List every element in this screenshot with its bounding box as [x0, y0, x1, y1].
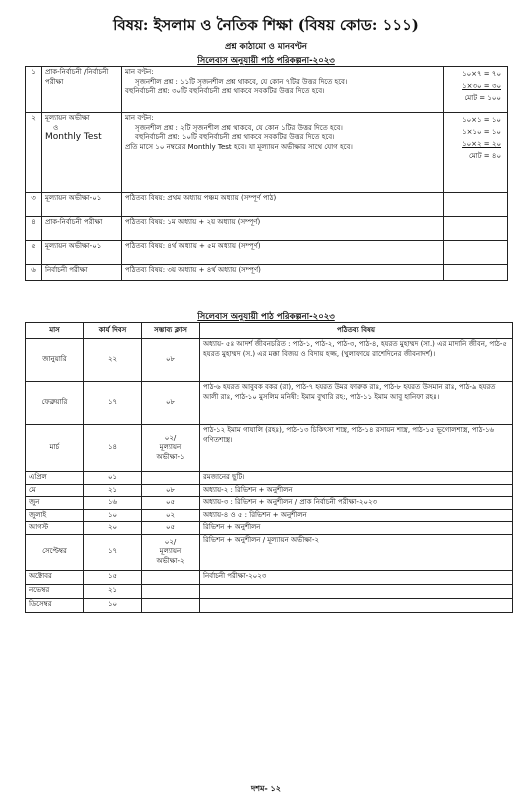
month-cell: জুলাই: [26, 509, 84, 522]
plan-row: [26, 570, 513, 584]
row-number: ১: [26, 67, 42, 113]
plan-row: [26, 472, 513, 485]
classes-cell: ০৫: [142, 522, 200, 535]
days-cell: ১০: [84, 598, 142, 612]
topic-cell: পাঠ-১২ ইমাম গাযালি (রহঃ), পাঠ-১৩ চিকিৎসা শাস্ত্র, পাঠ-১৪ রসায়ন শাস্ত্র, পাঠ-১৫ ভূগোলশাস্ত্র, পাঠ-১৬ গণিতশাস্ত্র।: [200, 425, 513, 472]
month-cell: মে: [26, 484, 84, 497]
assessment-name-latin: Monthly Test: [45, 132, 102, 142]
month-cell: আগস্ট: [26, 522, 84, 535]
assessment-name-bn: মূল্যায়ন অভীক্ষা: [45, 114, 90, 122]
classes-cell: [142, 584, 200, 598]
classes-cell: ০৫: [142, 497, 200, 510]
assessment-row: [26, 113, 508, 193]
assessment-row: [26, 265, 508, 281]
classes-cell: ০৮: [142, 382, 200, 425]
header-classes: সম্ভাব্য ক্লাস: [142, 323, 200, 339]
topic-cell: অধ্যায়-৩ : রিভিশন + অনুশীলন / প্রাক নির্বাচনী পরীক্ষা-২০২৩: [200, 497, 513, 510]
marks-cell: [444, 67, 508, 113]
monthly-test-line: প্রতি মাসে ১০ নম্বরের Monthly Test হবে। যা মূল্যায়ন অভীক্ষার সাথে যোগ হবে।: [125, 142, 353, 151]
classes-cell: ০২: [142, 509, 200, 522]
classes-count: ০২/: [164, 537, 177, 546]
header-topic: পঠিতব্য বিষয়: [200, 323, 513, 339]
mcq-line: বহুনির্বাচনী প্রশ্ন: ৩০টি বহুনির্বাচনী প্রশ্ন থাকবে সবকটির উত্তর দিতে হবে।: [125, 87, 325, 95]
creative-question-line: সৃজনশীল প্রশ্ন : ১১টি সৃজনশীল প্রশ্ন থাকবে, যে কোন ৭টির উত্তর দিতে হবে।: [135, 77, 348, 86]
month-cell: সেপ্টেম্বর: [26, 534, 84, 570]
assessment-name-and: ও: [53, 123, 59, 132]
assessment-name: [42, 113, 122, 193]
days-cell: ২১: [84, 584, 142, 598]
month-cell: নভেম্বর: [26, 584, 84, 598]
document-subtitle: প্রশ্ন কাঠামো ও মানবণ্টন: [225, 42, 307, 52]
classes-cell: [142, 570, 200, 584]
empty-cell: [444, 241, 508, 265]
assessment-name: প্রাক-নির্বাচনী পরীক্ষা: [42, 217, 122, 241]
mcq-line: বহুনির্বাচনী প্রশ্ন: ১০টি বহুনির্বাচনী প্রশ্ন থাকবে সবকটির উত্তর দিতে হবে।: [135, 133, 335, 141]
classes-cell: [142, 425, 200, 472]
classes-cell: ০৮: [142, 484, 200, 497]
marks-line: ১০×১ = ১০: [462, 116, 501, 124]
plan-row: [26, 584, 513, 598]
month-cell: মার্চ: [26, 425, 84, 472]
assessment-name: মূল্যায়ন অভীক্ষা-০১: [42, 193, 122, 217]
classes-count: ০২/: [164, 433, 177, 442]
marks-line: ১০×২ = ২০: [462, 140, 501, 148]
days-cell: ২১: [84, 484, 142, 497]
classes-assessment: মূল্যায়ন অভীক্ষা-২: [156, 547, 185, 565]
plan-row: [26, 534, 513, 570]
classes-assessment: মূল্যায়ন অভীক্ষা-১: [156, 443, 185, 461]
month-cell: এপ্রিল: [26, 472, 84, 485]
header-month: মাস: [26, 323, 84, 339]
classes-cell: [142, 472, 200, 485]
marks-line: ১×৩০ = ৩০: [462, 82, 501, 90]
topic-cell: [200, 598, 513, 612]
topic-cell: [200, 584, 513, 598]
classes-cell: [142, 598, 200, 612]
days-cell: ০১: [84, 472, 142, 485]
page-number: দশম- ১২: [251, 784, 281, 793]
days-cell: ১৫: [84, 570, 142, 584]
plan-row: [26, 425, 513, 472]
empty-cell: [444, 217, 508, 241]
mark-distribution: [122, 113, 444, 193]
assessment-table-caption: সিলেবাস অনুযায়ী পাঠ পরিকল্পনা-২০২৩: [197, 56, 335, 66]
plan-table-caption: সিলেবাস অনুযায়ী পাঠ পরিকল্পনা-২০২৩: [197, 312, 335, 322]
marks-total: মোট = ৪০: [469, 152, 501, 160]
lesson-plan-table: [25, 322, 513, 613]
month-cell: জানুয়ারি: [26, 339, 84, 382]
distribution-heading: মান বণ্টন:: [125, 68, 154, 76]
topic-cell: রিভিশন + অনুশীলন: [200, 522, 513, 535]
assessment-table: [25, 66, 508, 281]
assessment-name: নির্বাচনী পরীক্ষা: [42, 265, 122, 281]
plan-row: [26, 382, 513, 425]
classes-cell: [142, 534, 200, 570]
marks-line: ১×১০ = ১০: [462, 128, 501, 136]
marks-line: ১০×৭ = ৭০: [462, 70, 501, 78]
days-cell: ১৬: [84, 497, 142, 510]
assessment-name: প্রাক-নির্বাচনী /নির্বাচনী পরীক্ষা: [42, 67, 122, 113]
row-number: ৩: [26, 193, 42, 217]
marks-total: মোট = ১০০: [464, 94, 501, 102]
row-number: ৬: [26, 265, 42, 281]
empty-cell: [444, 265, 508, 281]
days-cell: ১০: [84, 509, 142, 522]
month-cell: ডিসেম্বর: [26, 598, 84, 612]
assessment-row: [26, 67, 508, 113]
topic-cell: অধ্যায়-৪ ও ৫ : রিভিশন + অনুশীলন: [200, 509, 513, 522]
assessment-row: [26, 193, 508, 217]
syllabus-text: পঠিতব্য বিষয়: ৩য় অধ্যায় + ৪র্থ অধ্যায় (সম্পূর্ণ): [122, 265, 444, 281]
plan-row: [26, 509, 513, 522]
syllabus-text: পঠিতব্য বিষয়: ৪র্থ অধ্যায় + ৫ম অধ্যায় (সম্পূর্ণ): [122, 241, 444, 265]
topic-cell: অধ্যায়- ৫ঃ আদর্শ জীবনচরিত : পাঠ-১, পাঠ-২, পাঠ-৩, পাঠ-৪, হযরত মুহাম্মদ (সা.) এর মাদানি জীবন, পাঠ-৫ হযরত মুহাম্মদ (স.) এর মক্কা বিজয় ও বিদায় হজ্জ, (খুলাফায়ে রাশেদিনের জীবনাদর্শ)।: [200, 339, 513, 382]
plan-row: [26, 522, 513, 535]
creative-question-line: সৃজনশীল প্রশ্ন : ২টি সৃজনশীল প্রশ্ন থাকবে, যে কোন ১টির উত্তর দিতে হবে।: [135, 123, 343, 132]
assessment-row: [26, 241, 508, 265]
topic-cell: নির্বাচনী পরীক্ষা-২০২৩: [200, 570, 513, 584]
topic-cell: রমজানের ছুটি।: [200, 472, 513, 485]
month-cell: অক্টোবর: [26, 570, 84, 584]
days-cell: ১৭: [84, 382, 142, 425]
empty-cell: [444, 193, 508, 217]
mark-distribution: [122, 67, 444, 113]
month-cell: ফেব্রুয়ারি: [26, 382, 84, 425]
syllabus-text: পঠিতব্য বিষয়: প্রথম অধ্যায় পঞ্চম অধ্যায় (সম্পূর্ণ পাঠ): [122, 193, 444, 217]
classes-cell: ০৮: [142, 339, 200, 382]
row-number: ৪: [26, 217, 42, 241]
plan-row: [26, 497, 513, 510]
month-cell: জুন: [26, 497, 84, 510]
row-number: ৫: [26, 241, 42, 265]
days-cell: ১৭: [84, 534, 142, 570]
topic-cell: রিভিশন + অনুশীলন / মূল্যায়ন অভীক্ষা-২: [200, 534, 513, 570]
marks-cell: [444, 113, 508, 193]
plan-row: [26, 484, 513, 497]
assessment-name: মূল্যায়ন অভীক্ষা-০১: [42, 241, 122, 265]
topic-cell: পাঠ-৬ হযরত আবুবক বকর (রা), পাঠ-৭ হযরত উমর ফারুক রাঃ, পাঠ-৮ হযরত উসমান রাঃ, পাঠ-৯ হযরত আলী রাঃ, পাঠ-১০ মুসলিম মনিষী: ইমাম বুখারি রহ:, পাঠ-১১ ইমাম আবু হানিফা রহঃ।: [200, 382, 513, 425]
row-number: ২: [26, 113, 42, 193]
syllabus-text: পঠিতব্য বিষয়: ১ম অধ্যায় + ২য় অধ্যায় (সম্পূর্ণ): [122, 217, 444, 241]
days-cell: ১৪: [84, 425, 142, 472]
plan-header-row: [26, 323, 513, 339]
assessment-row: [26, 217, 508, 241]
days-cell: ২২: [84, 339, 142, 382]
plan-row: [26, 598, 513, 612]
header-working-days: কার্য দিবস: [84, 323, 142, 339]
topic-cell: অধ্যায়-২ : রিভিশন + অনুশীলন: [200, 484, 513, 497]
document-title: বিষয়: ইসলাম ও নৈতিক শিক্ষা (বিষয় কোড: ১১১): [113, 16, 419, 34]
days-cell: ২০: [84, 522, 142, 535]
plan-row: [26, 339, 513, 382]
distribution-heading: মান বণ্টন:: [125, 114, 154, 122]
